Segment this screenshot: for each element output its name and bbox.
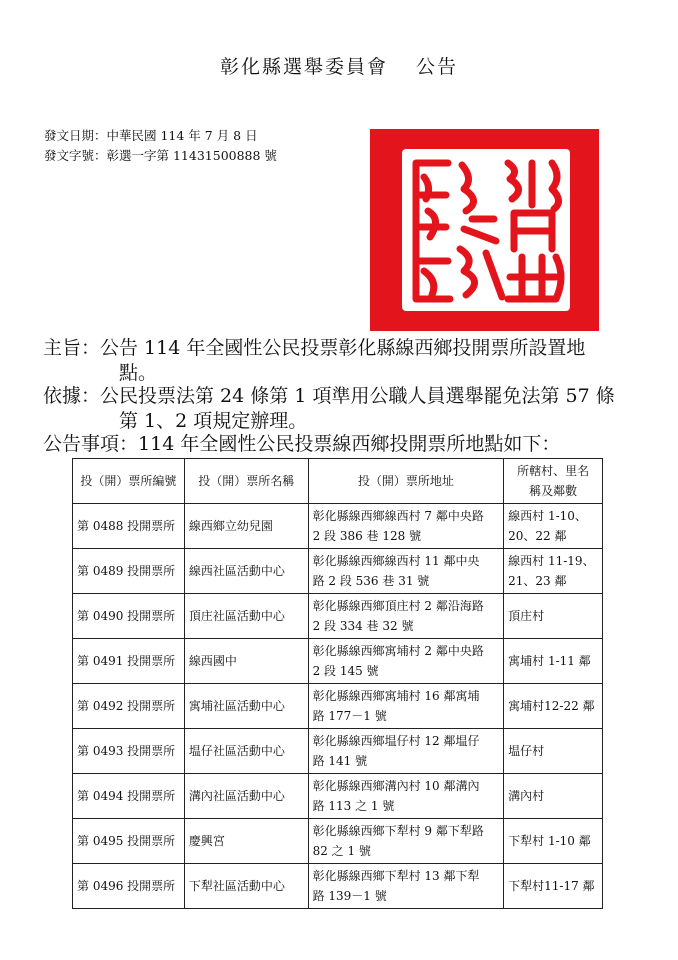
- notice-line: [43, 432, 560, 457]
- notice-label: 公告事項：: [43, 433, 139, 455]
- cell-villages: 頂庄村: [504, 594, 603, 639]
- cell-address: 彰化縣線西鄉線西村 11 鄰中央 路 2 段 536 巷 31 號: [308, 549, 504, 594]
- subject-line-2: [43, 361, 585, 386]
- cell-code: 第 0492 投開票所: [73, 684, 185, 729]
- cell-villages: 塭仔村: [504, 729, 603, 774]
- basis-line-1: [43, 384, 615, 409]
- cell-address: 彰化縣線西鄉塭仔村 12 鄰塭仔 路 141 號: [308, 729, 504, 774]
- cell-address: 彰化縣線西鄉寓埔村 16 鄰寓埔 路 177－1 號: [308, 684, 504, 729]
- seal-glyph-strokes-icon: [402, 149, 570, 311]
- cell-name: 慶興宮: [184, 819, 308, 864]
- cell-villages: 溝內村: [504, 774, 603, 819]
- table-row: [73, 639, 603, 684]
- cell-address: 彰化縣線西鄉寓埔村 2 鄰中央路 2 段 145 號: [308, 639, 504, 684]
- cell-villages: 線西村 1-10、 20、22 鄰: [504, 504, 603, 549]
- table-row: [73, 504, 603, 549]
- header-code: 投（開）票所編號: [73, 459, 185, 504]
- cell-address: 彰化縣線西鄉下犁村 9 鄰下犁路 82 之 1 號: [308, 819, 504, 864]
- cell-name: 下犁社區活動中心: [184, 864, 308, 909]
- cell-name: 線西鄉立幼兒園: [184, 504, 308, 549]
- document-title: [0, 52, 678, 79]
- subject-text-1: 公告 114 年全國性公民投票彰化縣線西鄉投開票所設置地: [100, 337, 586, 359]
- table-row: [73, 684, 603, 729]
- cell-villages: 寓埔村 1-11 鄰: [504, 639, 603, 684]
- polling-station-table: [72, 458, 603, 909]
- cell-code: 第 0494 投開票所: [73, 774, 185, 819]
- header-villages: 所轄村、里名 稱及鄰數: [504, 459, 603, 504]
- cell-villages: 下犁村11-17 鄰: [504, 864, 603, 909]
- basis-section: [43, 384, 615, 434]
- basis-line-2: [43, 409, 615, 434]
- table-row: [73, 774, 603, 819]
- cell-code: 第 0490 投開票所: [73, 594, 185, 639]
- notice-text: 114 年全國性公民投票線西鄉投開票所地點如下：: [138, 433, 561, 455]
- document-meta: [44, 126, 277, 166]
- table-row: [73, 549, 603, 594]
- cell-villages: 寓埔村12-22 鄰: [504, 684, 603, 729]
- official-seal: [370, 129, 599, 331]
- cell-villages: 下犁村 1-10 鄰: [504, 819, 603, 864]
- cell-address: 彰化縣線西鄉下犁村 13 鄰下犁 路 139－1 號: [308, 864, 504, 909]
- cell-code: 第 0493 投開票所: [73, 729, 185, 774]
- notice-section: [43, 432, 560, 457]
- table-header-row: [73, 459, 603, 504]
- reference-number: 發文字號：彰選一字第 11431500888 號: [44, 148, 277, 163]
- issuing-organization: 彰化縣選舉委員會: [219, 56, 388, 78]
- table-row: [73, 729, 603, 774]
- header-name: 投（開）票所名稱: [184, 459, 308, 504]
- subject-text-2: 點。: [119, 362, 158, 384]
- cell-code: 第 0488 投開票所: [73, 504, 185, 549]
- basis-text-1: 公民投票法第 24 條第 1 項準用公職人員選舉罷免法第 57 條: [100, 385, 615, 407]
- cell-name: 塭仔社區活動中心: [184, 729, 308, 774]
- basis-text-2: 第 1、2 項規定辦理。: [119, 410, 308, 432]
- table-row: [73, 819, 603, 864]
- document-type: 公告: [416, 56, 459, 78]
- cell-name: 溝內社區活動中心: [184, 774, 308, 819]
- cell-code: 第 0496 投開票所: [73, 864, 185, 909]
- cell-code: 第 0489 投開票所: [73, 549, 185, 594]
- cell-code: 第 0495 投開票所: [73, 819, 185, 864]
- subject-line-1: [43, 336, 585, 361]
- cell-villages: 線西村 11-19、 21、23 鄰: [504, 549, 603, 594]
- subject-section: [43, 336, 585, 386]
- cell-name: 頂庄社區活動中心: [184, 594, 308, 639]
- cell-name: 線西社區活動中心: [184, 549, 308, 594]
- cell-name: 寓埔社區活動中心: [184, 684, 308, 729]
- cell-address: 彰化縣線西鄉溝內村 10 鄰溝內 路 113 之 1 號: [308, 774, 504, 819]
- table-row: [73, 864, 603, 909]
- cell-name: 線西國中: [184, 639, 308, 684]
- issue-date: 發文日期：中華民國 114 年 7 月 8 日: [44, 128, 258, 143]
- cell-address: 彰化縣線西鄉線西村 7 鄰中央路 2 段 386 巷 128 號: [308, 504, 504, 549]
- header-address: 投（開）票所地址: [308, 459, 504, 504]
- cell-address: 彰化縣線西鄉頂庄村 2 鄰沿海路 2 段 334 巷 32 號: [308, 594, 504, 639]
- table-row: [73, 594, 603, 639]
- cell-code: 第 0491 投開票所: [73, 639, 185, 684]
- subject-label: 主旨：: [43, 337, 101, 359]
- basis-label: 依據：: [43, 385, 101, 407]
